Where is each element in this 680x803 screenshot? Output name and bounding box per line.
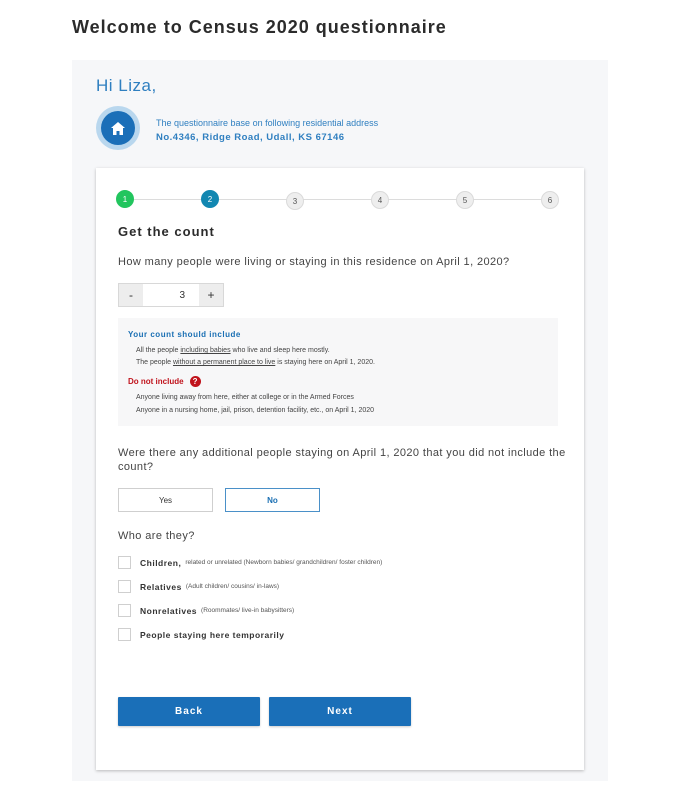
include-heading: Your count should include (128, 330, 241, 339)
home-icon (111, 122, 125, 135)
checkbox[interactable] (118, 628, 131, 641)
checkbox[interactable] (118, 604, 131, 617)
option-children[interactable]: Children, related or unrelated (Newborn babies/ grandchildren/ foster children) (118, 556, 382, 569)
count-guidance-box (118, 318, 558, 426)
greeting: Hi Liza, (96, 76, 157, 95)
count-stepper (118, 283, 224, 307)
help-icon[interactable]: ? (190, 376, 201, 387)
section-title: Get the count (118, 224, 215, 239)
questionnaire-panel (72, 60, 608, 781)
step-3[interactable]: 3 (286, 192, 304, 210)
stepper-line (124, 199, 554, 200)
progress-stepper (116, 188, 562, 212)
exclude-line-2: Anyone in a nursing home, jail, prison, detention facility, etc., on April 1, 2020 (136, 407, 375, 414)
include-line-2: The people without a permanent place to live is staying here on April 1, 2020. (136, 359, 375, 366)
include-line-1: All the people including babies who live and sleep here mostly. (136, 347, 330, 354)
questionnaire-card (96, 168, 584, 770)
address-badge (96, 106, 140, 150)
back-button[interactable]: Back (118, 697, 260, 726)
address-value: No.4346, Ridge Road, Udall, KS 67146 (156, 132, 345, 143)
option-temporary[interactable]: People staying here temporarily (118, 628, 288, 641)
checkbox[interactable] (118, 580, 131, 593)
option-relatives[interactable]: Relatives (Adult children/ cousins/ in-laws) (118, 580, 279, 593)
no-button[interactable]: No (225, 488, 320, 512)
next-button[interactable]: Next (269, 697, 411, 726)
count-question: How many people were living or staying in this residence on April 1, 2020? (118, 256, 510, 268)
exclude-line-1: Anyone living away from here, either at college or in the Armed Forces (136, 394, 354, 401)
step-1[interactable]: 1 (116, 190, 134, 208)
who-title: Who are they? (118, 530, 195, 542)
step-4[interactable]: 4 (371, 191, 389, 209)
address-caption: The questionnaire base on following residential address (156, 118, 379, 128)
checkbox[interactable] (118, 556, 131, 569)
step-2[interactable]: 2 (201, 190, 219, 208)
count-input[interactable]: 3 (179, 289, 185, 301)
step-6[interactable]: 6 (541, 191, 559, 209)
option-nonrelatives[interactable]: Nonrelatives (Roommates/ live-in babysitters) (118, 604, 294, 617)
yes-button[interactable]: Yes (118, 488, 213, 512)
increment-button[interactable]: + (199, 284, 223, 306)
decrement-button[interactable]: - (119, 284, 143, 306)
exclude-heading: Do not include ? (128, 376, 201, 387)
page-title: Welcome to Census 2020 questionnaire (72, 17, 447, 37)
additional-people-question: Were there any additional people staying on April 1, 2020 that you did not include the count? (118, 447, 566, 473)
step-5[interactable]: 5 (456, 191, 474, 209)
